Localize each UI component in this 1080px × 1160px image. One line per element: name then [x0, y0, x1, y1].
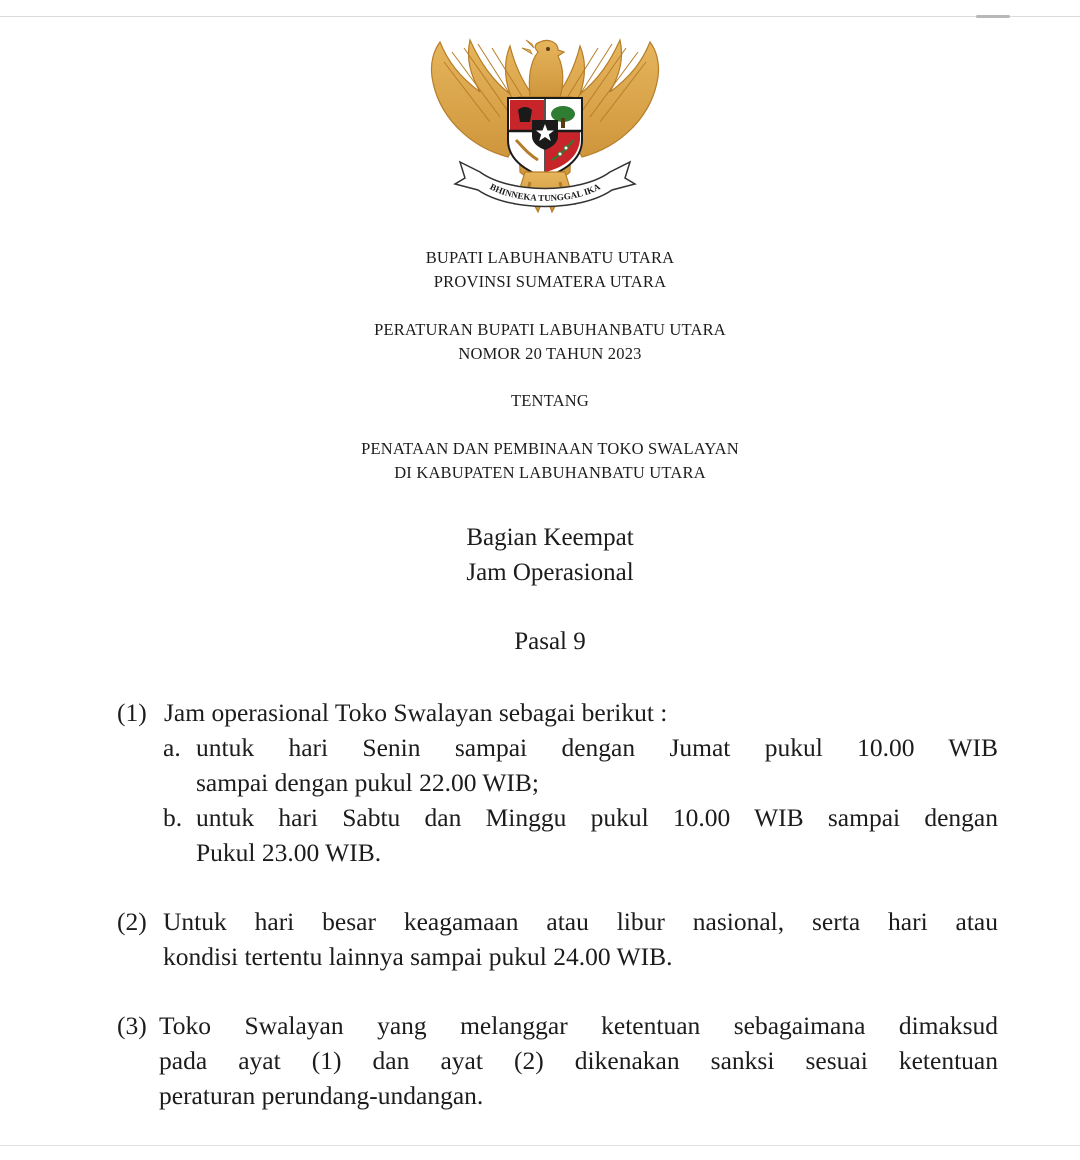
clause-1b-line-1: untuk hari Sabtu dan Minggu pukul 10.00 WIB sampai dengan — [196, 803, 998, 832]
top-border — [0, 16, 1080, 17]
subject-line-2: DI KABUPATEN LABUHANBATU UTARA — [394, 463, 706, 482]
clause-1b-line-2: Pukul 23.00 WIB. — [196, 838, 382, 867]
regulation-number: NOMOR 20 TAHUN 2023 — [458, 344, 642, 363]
regulation-title: PERATURAN BUPATI LABUHANBATU UTARA — [374, 320, 726, 339]
clause-3-line-2: pada ayat (1) dan ayat (2) dikenakan sanksi sesuai ketentuan — [159, 1046, 998, 1075]
clause-1-text: Jam operasional Toko Swalayan sebagai berikut : — [164, 698, 668, 727]
clause-3-line-3: peraturan perundang-undangan. — [159, 1081, 484, 1110]
clause-2-number: (2) — [117, 907, 147, 936]
about-label: TENTANG — [511, 391, 589, 410]
official-title: BUPATI LABUHANBATU UTARA — [425, 248, 675, 267]
clause-2-line-1: Untuk hari besar keagamaan atau libur nasional, serta hari atau — [163, 907, 998, 936]
clause-1b-letter: b. — [163, 803, 183, 832]
bottom-border — [0, 1145, 1080, 1146]
motto-text: BHINNEKA TUNGGAL IKA — [488, 181, 602, 204]
section-title: Jam Operasional — [466, 559, 634, 586]
clause-1-number: (1) — [117, 698, 147, 727]
clause-1a-line-1: untuk hari Senin sampai dengan Jumat pukul 10.00 WIB — [196, 733, 998, 762]
article-title: Pasal 9 — [514, 628, 586, 655]
shield — [508, 98, 582, 178]
clause-1a-line-2: sampai dengan pukul 22.00 WIB; — [196, 768, 540, 797]
drag-handle — [976, 15, 1010, 18]
clause-1a-letter: a. — [163, 733, 181, 762]
clause-2-line-2: kondisi tertentu lainnya sampai pukul 24.00 WIB. — [163, 942, 673, 971]
section-part: Bagian Keempat — [466, 524, 634, 551]
garuda-emblem — [430, 22, 660, 227]
subject-line-1: PENATAAN DAN PEMBINAAN TOKO SWALAYAN — [361, 439, 739, 458]
province-title: PROVINSI SUMATERA UTARA — [433, 272, 667, 291]
clause-3-line-1: Toko Swalayan yang melanggar ketentuan sebagaimana dimaksud — [159, 1011, 998, 1040]
clause-3-number: (3) — [117, 1011, 147, 1040]
